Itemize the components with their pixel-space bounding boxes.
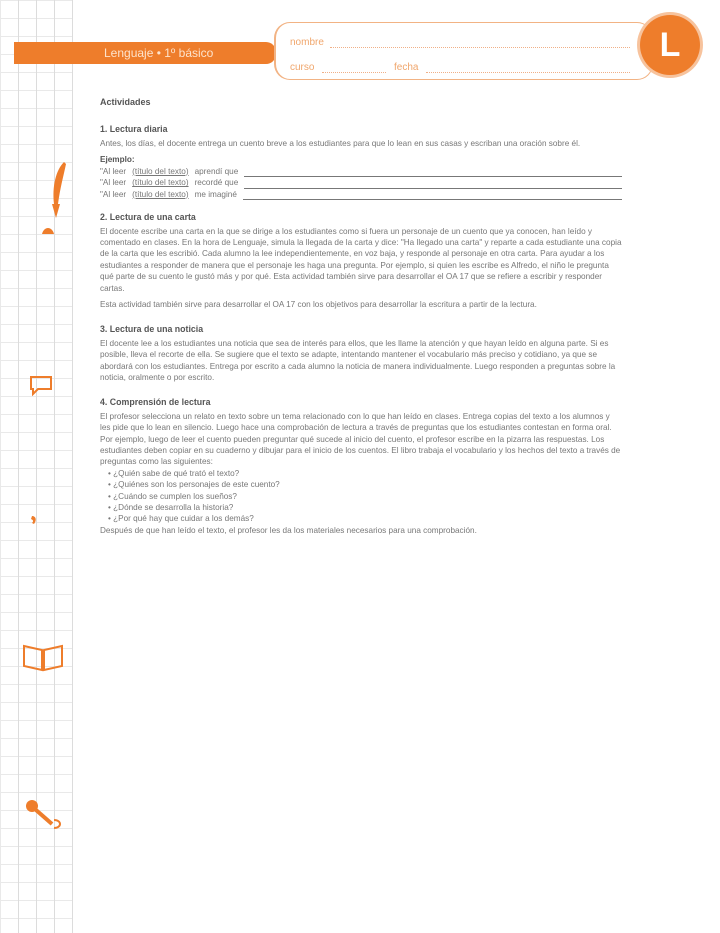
page-title: Actividades — [100, 97, 151, 107]
section-heading: 2. Lectura de una carta — [100, 212, 196, 223]
example-prefix: "Al leer — [100, 189, 127, 199]
curso-field[interactable] — [322, 72, 386, 73]
question-list — [100, 468, 622, 525]
subject-label: Lenguaje • 1º básico — [104, 46, 214, 60]
list-item: • ¿Por qué hay que cuidar a los demás? — [108, 513, 622, 524]
subject-band — [14, 42, 276, 64]
section-text: Antes, los días, el docente entrega un cuento breve a los estudiantes para que lo lean en sus casas y escriban una oración sobre él. — [100, 138, 581, 148]
grid-line — [36, 0, 37, 933]
list-item: • ¿Dónde se desarrolla la historia? — [108, 502, 622, 513]
example-row — [100, 166, 622, 178]
nombre-label: nombre — [290, 37, 324, 48]
example-row — [100, 189, 622, 201]
list-item: • ¿Cuándo se cumplen los sueños? — [108, 491, 622, 502]
section-text: El docente lee a los estudiantes una noticia que sea de interés para ellos, que les llame la atención y que hayan leído en alguna parte. Si es posible, lleva el recorte de ella. Se sugiere que el texto se adapte, intentando mantener el vocabulario más preciso y cotidiano, ya que se abordará con los estudiantes. Entrega por escrito a cada alumno la noticia de manera individualmente. Luego responden a preguntas sobre la noticia, oralmente o por escrito. — [100, 338, 616, 382]
example-prefix: "Al leer — [100, 166, 127, 176]
section-heading: 3. Lectura de una noticia — [100, 324, 204, 335]
comma-icon — [26, 514, 42, 528]
fecha-label: fecha — [394, 62, 419, 73]
grid-line — [18, 0, 19, 933]
speech-bubble-icon — [28, 374, 54, 396]
example-title: (título del texto) — [132, 178, 189, 188]
example-label: Ejemplo: — [100, 155, 135, 165]
activities-content — [100, 97, 622, 541]
example-title: (título del texto) — [132, 166, 189, 176]
curso-label: curso — [290, 62, 315, 73]
example-suffix: me imaginé — [194, 189, 237, 199]
microphone-icon — [22, 796, 64, 832]
section-heading: 1. Lectura diaria — [100, 124, 168, 135]
section-text: El docente escribe una carta en la que se dirige a los estudiantes como si fuera un personaje de un cuento que ya conocen, han leído y comentado en clases. En la hora de Lenguaje, simula la llegada de la carta y dice: "Ha llegado una carta" y reparte a cada estudiante una copia de la carta que les escribió. Cada alumno la lee independientemente, en voz baja, y responde al personaje en otra carta. Para ayudar a los estudiantes a responder de manera que el personaje les haga una pregunta. Por ejemplo, si quien les escribe es Alfredo, el niño le pregunta qué parte de su cuento le gustó más y por qué. Esta actividad también sirve para desarrollar el OA 17 que se refiere a escribir y responder cartas. — [100, 226, 622, 293]
grid-line — [54, 0, 55, 933]
example-title: (título del texto) — [132, 189, 189, 199]
answer-line[interactable] — [244, 180, 622, 189]
section-heading: 4. Comprensión de lectura — [100, 397, 211, 408]
example-prefix: "Al leer — [100, 178, 127, 188]
example-suffix: recordé que — [194, 178, 239, 188]
example-suffix: aprendí que — [194, 166, 239, 176]
open-book-icon — [20, 640, 66, 674]
subject-badge: L — [640, 15, 700, 75]
example-row — [100, 177, 622, 189]
section-text: Después de que han leído el texto, el profesor les da los materiales necesarios para una comprobación. — [100, 525, 477, 535]
section-text: El profesor selecciona un relato en texto sobre un tema relacionado con lo que han leído en clases. Entrega copias del texto a los alumnos y les pide que lo lean en silencio. Luego hace una comprobación de lectura a través de preguntas que los estudiantes contestan en forma oral. Por ejemplo, luego de leer el cuento pueden preguntar qué sucede al inicio del cuento, el profesor escribe en la pizarra las respuestas. Los estudiantes deben copiar en su cuaderno y dibujar para el inicio de los cuentos. El libro trabaja el vocabulario y los hechos del texto a través de preguntas como las siguientes: — [100, 411, 621, 467]
list-item: • ¿Quiénes son los personajes de este cuento? — [108, 479, 622, 490]
answer-line[interactable] — [243, 191, 622, 200]
list-item: • ¿Quién sabe de qué trató el texto? — [108, 468, 622, 479]
answer-line[interactable] — [244, 168, 622, 177]
fecha-field[interactable] — [426, 72, 630, 73]
feather-pen-icon — [38, 160, 72, 242]
grid-line — [72, 0, 73, 933]
nombre-field[interactable] — [330, 47, 630, 48]
section-text: Esta actividad también sirve para desarrollar el OA 17 con los objetivos para desarrollar la escritura a partir de la lectura. — [100, 299, 537, 309]
